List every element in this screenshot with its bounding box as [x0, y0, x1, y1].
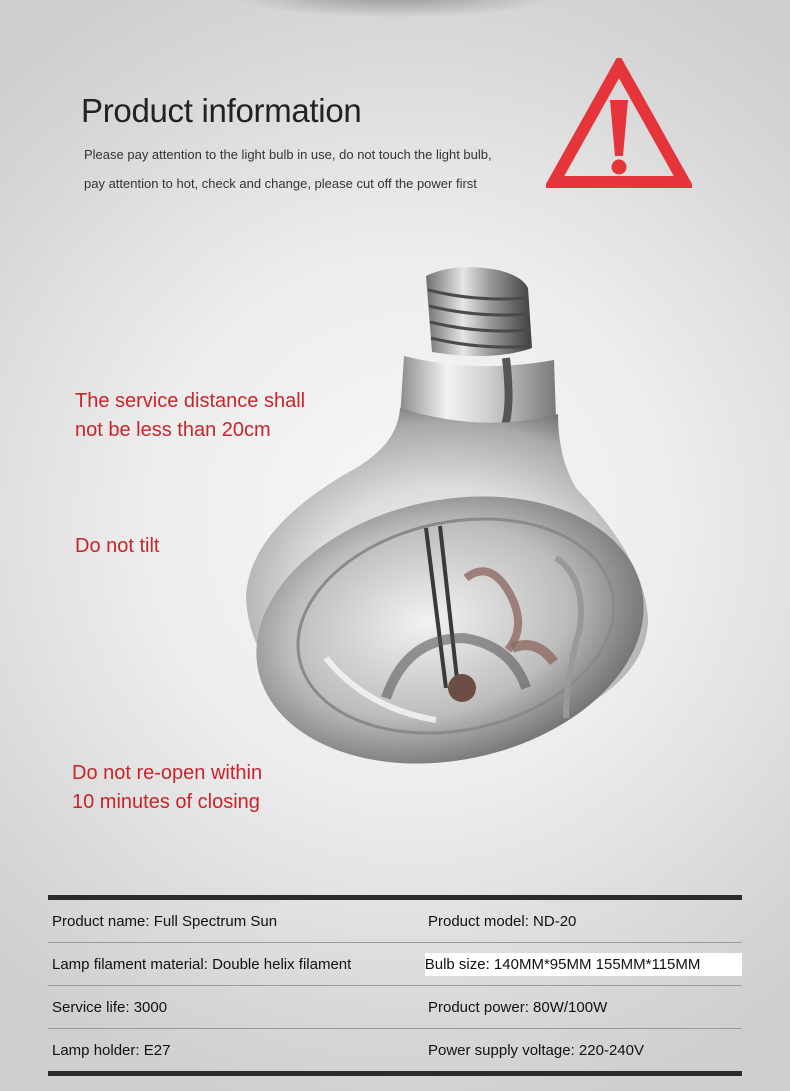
spec-service-life: Service life: 3000: [52, 998, 168, 1016]
spec-table: [48, 895, 742, 1076]
table-row: [48, 943, 742, 986]
notice-line-1: Please pay attention to the light bulb in use, do not touch the light bulb,: [84, 147, 492, 162]
caution-distance-line-1: The service distance shall: [75, 390, 306, 412]
spec-lamp-holder: Lamp holder: E27: [52, 1041, 171, 1059]
caution-reopen-line-1: Do not re-open within: [72, 762, 263, 784]
caution-distance-line-2: not be less than 20cm: [75, 419, 271, 441]
spec-product-name: Product name: Full Spectrum Sun: [52, 912, 278, 930]
table-row: [48, 986, 742, 1029]
spec-filament-material: Lamp filament material: Double helix filament: [52, 955, 352, 973]
caution-reopen-line-2: 10 minutes of closing: [72, 791, 260, 813]
spec-product-power: Product power: 80W/100W: [428, 998, 608, 1016]
light-bulb-illustration: [236, 258, 656, 780]
spec-supply-voltage: Power supply voltage: 220-240V: [428, 1041, 644, 1059]
notice-line-2: pay attention to hot, check and change, please cut off the power first: [84, 176, 477, 191]
table-row: [48, 1029, 742, 1071]
warning-triangle-icon: [546, 58, 692, 190]
spec-product-model: Product model: ND-20: [428, 912, 577, 930]
table-row: [48, 900, 742, 943]
caution-reopen: [72, 759, 262, 817]
page-title: Product information: [81, 92, 362, 129]
caution-service-distance: [75, 387, 305, 445]
top-shadow-decoration: [230, 0, 560, 18]
spec-bulb-size: Bulb size: 140MM*95MM 155MM*115MM: [425, 953, 742, 976]
caution-do-not-tilt: Do not tilt: [75, 535, 160, 557]
